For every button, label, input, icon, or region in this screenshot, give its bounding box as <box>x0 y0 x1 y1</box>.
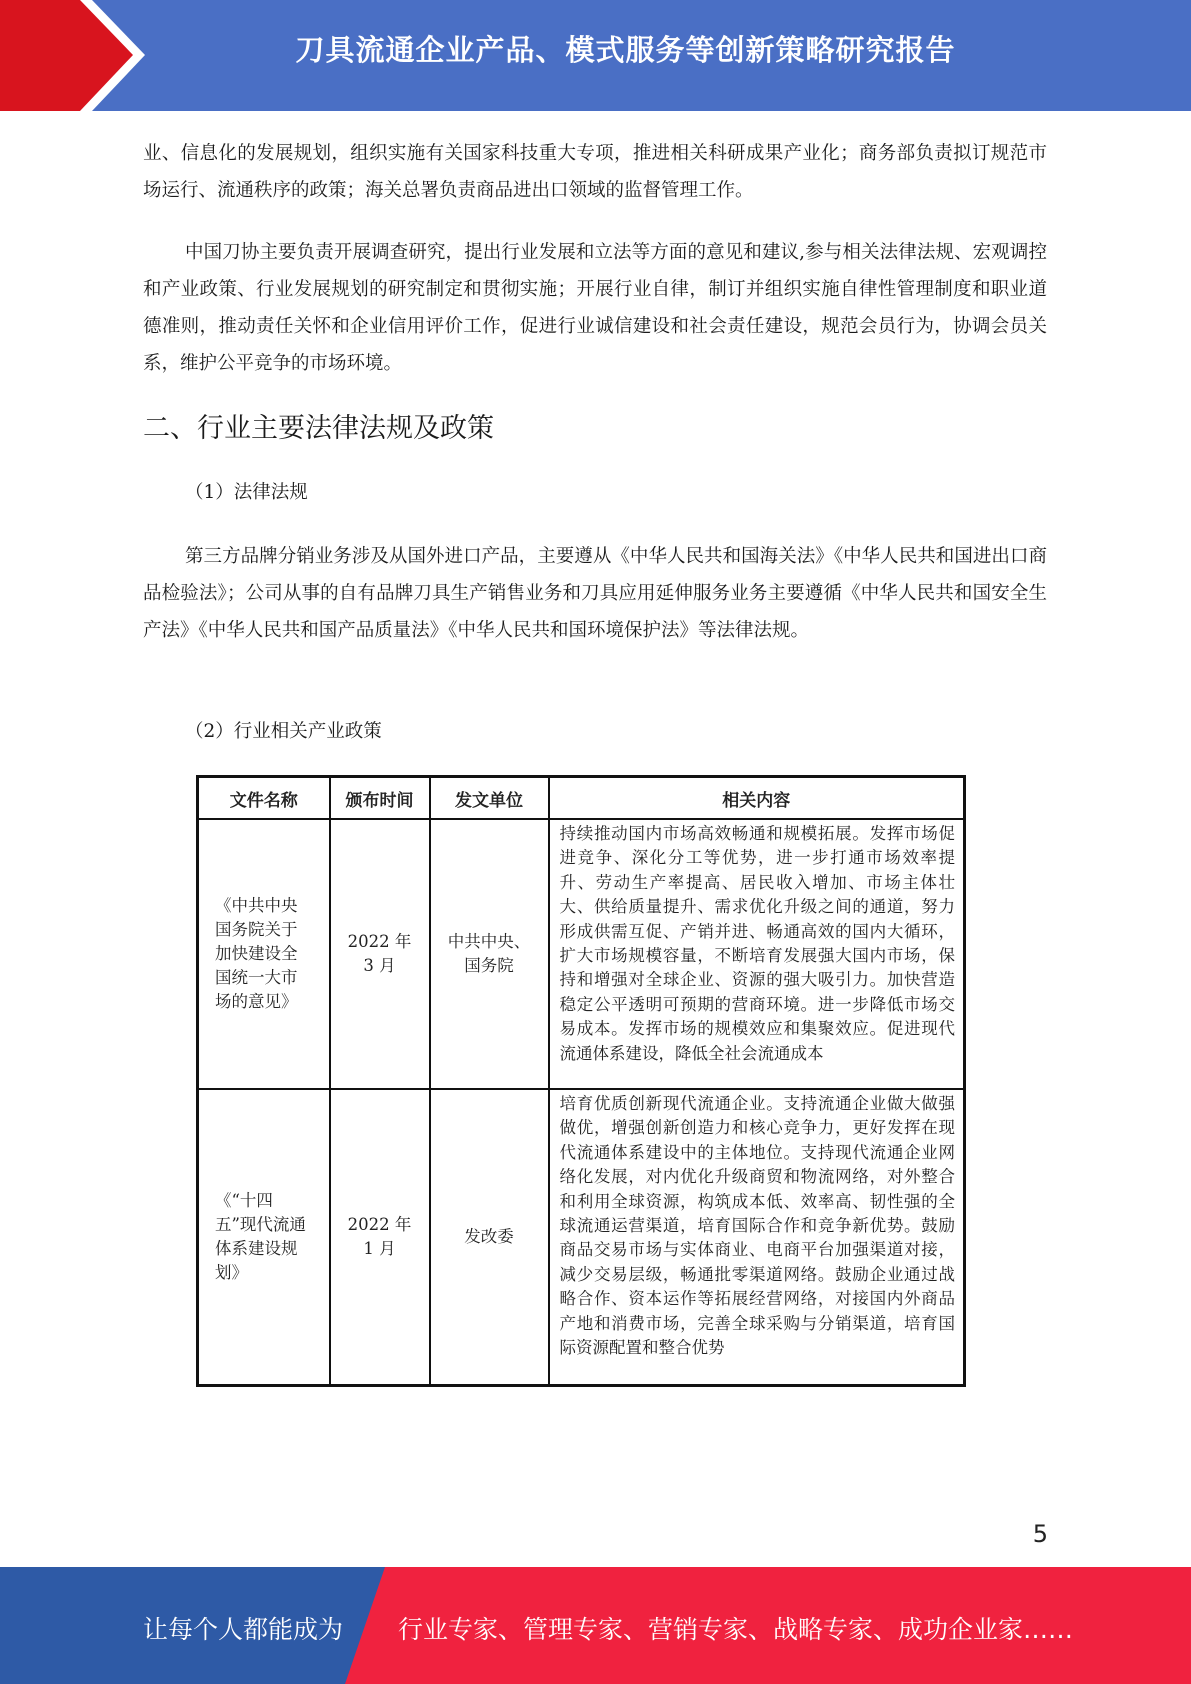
page-number: 5 <box>1032 1520 1048 1548</box>
column-header: 发文单位 <box>430 777 549 820</box>
policy-table <box>196 775 966 1387</box>
document-name-cell: 《中共中央国务院关于加快建设全国统一大市场的意见》 <box>198 819 330 1089</box>
paragraph-3: 第三方品牌分销业务涉及从国外进口产品，主要遵从《中华人民共和国海关法》《中华人民共和国进出口商品检验法》；公司从事的自有品牌刀具生产销售业务和刀具应用延伸服务业务主要遵循《中华人民共和国安全生产法》《中华人民共和国产品质量法》《中华人民共和国环境保护法》等法律法规。 <box>143 546 1047 641</box>
footer-slogan-right: 行业专家、管理专家、营销专家、战略专家、成功企业家…… <box>398 1615 1074 1644</box>
section-heading: 二、行业主要法律法规及政策 <box>143 413 494 444</box>
header-arrow-decoration <box>0 0 145 111</box>
column-header: 文件名称 <box>198 777 330 820</box>
content-cell: 持续推动国内市场高效畅通和规模拓展。发挥市场促进竞争、深化分工等优势，进一步打通市场效率提升、劳动生产率提高、居民收入增加、市场主体壮大、供给质量提升、需求优化升级之间的通道，努力形成供需互促、产销并进、畅通高效的国内大循环，扩大市场规模容量，不断培育发展强大国内市场，保持和增强对全球企业、资源的强大吸引力。加快营造稳定公平透明可预期的营商环境。进一步降低市场交易成本。发挥市场的规模效应和集聚效应。促进现代流通体系建设，降低全社会流通成本 <box>549 819 965 1089</box>
paragraph-2: 中国刀协主要负责开展调查研究，提出行业发展和立法等方面的意见和建议,参与相关法律法规、宏观调控和产业政策、行业发展规划的研究制定和贯彻实施；开展行业自律，制订并组织实施自律性管理制度和职业道德准则，推动责任关怀和企业信用评价工作，促进行业诚信建设和社会责任建设，规范会员行为，协调会员关系，维护公平竞争的市场环境。 <box>143 242 1047 374</box>
page-footer <box>0 1567 1191 1684</box>
issuer-cell: 中共中央、国务院 <box>430 819 549 1089</box>
paragraph-agency-duties <box>143 135 1047 209</box>
content-cell: 培育优质创新现代流通企业。支持流通企业做大做强做优，增强创新创造力和核心竞争力，更好发挥在现代流通体系建设中的主体地位。支持现代流通企业网络化发展，对内优化升级商贸和物流网络，对外整合和利用全球资源，构筑成本低、效率高、韧性强的全球流通运营渠道，培育国际合作和竞争新优势。鼓励商品交易市场与实体商业、电商平台加强渠道对接，减少交易层级，畅通批零渠道网络。鼓励企业通过战略合作、资本运作等拓展经营网络，对接国内外商品产地和消费市场，完善全球采购与分销渠道，培育国际资源配置和整合优势 <box>549 1089 965 1385</box>
column-header: 颁布时间 <box>330 777 430 820</box>
document-name-cell: 《“十四五”现代流通体系建设规划》 <box>198 1089 330 1385</box>
footer-slogan-left: 让每个人都能成为 <box>143 1615 344 1644</box>
table-row <box>198 1089 965 1385</box>
page-header <box>0 0 1191 111</box>
column-header: 相关内容 <box>549 777 965 820</box>
issue-date-cell: 2022 年 1 月 <box>330 1089 430 1385</box>
paragraph-association <box>143 234 1047 382</box>
subheading-laws: （1）法律法规 <box>185 482 308 503</box>
table-header-row <box>198 777 965 820</box>
paragraph-laws <box>143 538 1047 649</box>
report-title: 刀具流通企业产品、模式服务等创新策略研究报告 <box>295 33 956 67</box>
table-row <box>198 819 965 1089</box>
issuer-cell: 发改委 <box>430 1089 549 1385</box>
paragraph-1: 业、信息化的发展规划，组织实施有关国家科技重大专项，推进相关科研成果产业化；商务部负责拟订规范市场运行、流通秩序的政策；海关总署负责商品进出口领域的监督管理工作。 <box>143 143 1047 201</box>
issue-date-cell: 2022 年 3 月 <box>330 819 430 1089</box>
subheading-policies: （2）行业相关产业政策 <box>185 721 382 742</box>
